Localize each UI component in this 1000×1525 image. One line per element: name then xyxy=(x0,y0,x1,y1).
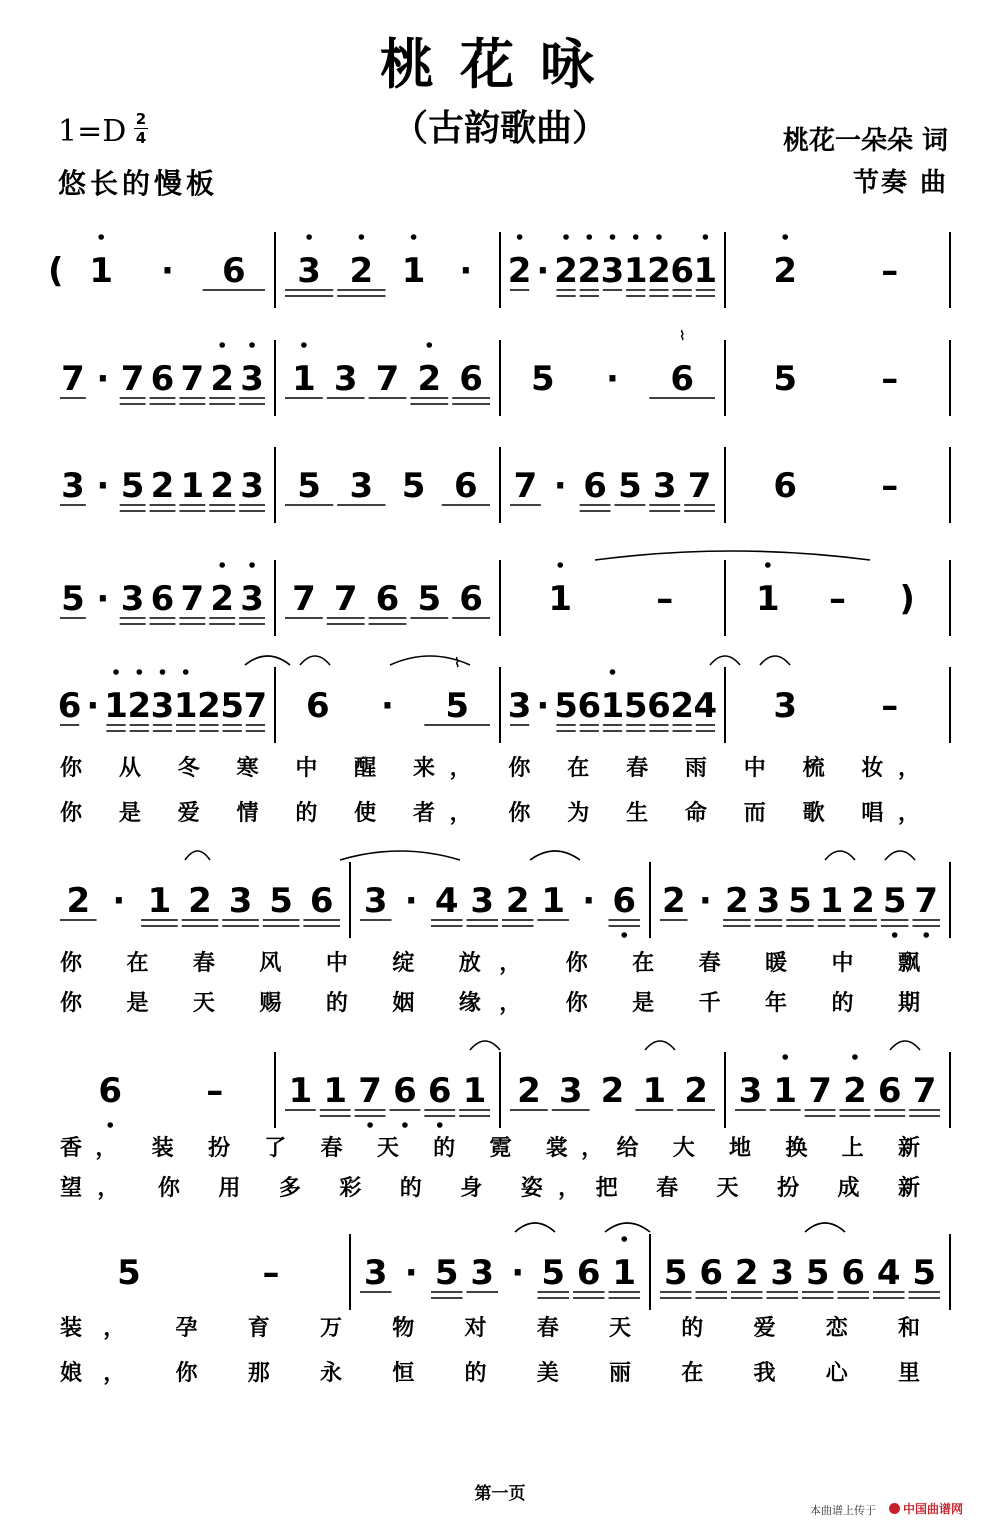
note-5: 5 xyxy=(805,1253,830,1293)
note-5: 5 xyxy=(297,466,321,506)
dash-extension: – xyxy=(881,251,899,291)
lyric-verse-2: 娘， 你 那 永 恒 的 美 丽 在 我 心 里 xyxy=(60,1361,920,1386)
note-2: 2 xyxy=(773,251,798,291)
note-1: 1 xyxy=(401,251,426,291)
high-octave-dot xyxy=(557,562,563,568)
note-1: 1 xyxy=(323,1071,348,1111)
dot-extension: · xyxy=(698,881,712,921)
high-octave-dot xyxy=(586,234,592,240)
note-6: 6 xyxy=(454,466,478,506)
note-2: 2 xyxy=(600,1071,625,1111)
slur-arc xyxy=(760,656,790,665)
high-octave-dot xyxy=(563,234,569,240)
note-3: 3 xyxy=(470,1253,495,1293)
note-5: 5 xyxy=(120,466,145,506)
lyric-verse-2: 你 是 天 赐 的 姻 缘， 你 是 千 年 的 期 xyxy=(60,991,921,1016)
note-6: 6 xyxy=(877,1071,902,1111)
note-3: 3 xyxy=(558,1071,583,1111)
lyric-verse-1: 装， 孕 育 万 物 对 春 天 的 爱 恋 和 xyxy=(60,1316,920,1341)
dash-extension: – xyxy=(881,466,899,506)
note-6: 6 xyxy=(577,686,602,726)
note-7: 7 xyxy=(808,1071,832,1111)
composer-credit: 节奏 曲 xyxy=(852,168,948,198)
high-octave-dot xyxy=(160,669,166,675)
note-2: 2 xyxy=(661,881,686,921)
slur-arc xyxy=(530,851,580,860)
lyric-verse-1: 香， 装 扮 了 春 天 的 霓 裳，给 大 地 换 上 新 xyxy=(60,1136,920,1161)
note-2: 2 xyxy=(843,1071,867,1111)
note-1: 1 xyxy=(548,579,573,619)
note-5: 5 xyxy=(401,466,426,506)
note-3: 3 xyxy=(363,881,388,921)
high-octave-dot xyxy=(359,234,365,240)
low-octave-dot xyxy=(621,932,627,938)
note-6: 6 xyxy=(612,881,637,921)
note-4: 4 xyxy=(693,686,718,726)
slur-arc xyxy=(515,1223,555,1232)
dash-extension: – xyxy=(881,359,899,399)
high-octave-dot xyxy=(249,562,255,568)
note-3: 3 xyxy=(773,686,798,726)
note-2: 2 xyxy=(851,881,875,921)
note-6: 6 xyxy=(57,686,82,726)
note-7: 7 xyxy=(180,579,205,619)
low-octave-dot xyxy=(923,932,929,938)
note-1: 1 xyxy=(180,466,205,506)
note-6: 6 xyxy=(375,579,400,619)
note-1: 1 xyxy=(642,1071,667,1111)
note-1: 1 xyxy=(292,359,316,399)
high-octave-dot xyxy=(183,669,189,675)
note-6: 6 xyxy=(670,251,695,291)
note-6: 6 xyxy=(459,359,483,399)
note-3: 3 xyxy=(738,1071,763,1111)
high-octave-dot xyxy=(633,234,639,240)
note-3: 3 xyxy=(600,251,625,291)
note-6: 6 xyxy=(699,1253,724,1293)
slur-arc xyxy=(595,551,870,560)
note-7: 7 xyxy=(120,359,145,399)
close-paren: ) xyxy=(899,579,915,619)
song-title: 桃花咏 xyxy=(380,32,620,96)
note-7: 7 xyxy=(513,466,538,506)
note-5: 5 xyxy=(61,579,85,619)
note-1: 1 xyxy=(755,579,780,619)
note-2: 2 xyxy=(725,881,749,921)
note-3: 3 xyxy=(240,359,264,399)
note-3: 3 xyxy=(240,579,264,619)
note-3: 3 xyxy=(349,466,374,506)
lyric-verse-2: 望， 你 用 多 彩 的 身 姿，把 春 天 扮 成 新 xyxy=(60,1176,921,1201)
note-3: 3 xyxy=(756,881,781,921)
note-5: 5 xyxy=(220,686,245,726)
high-octave-dot xyxy=(301,342,307,348)
slur-arc xyxy=(710,656,740,665)
dot-extension: · xyxy=(86,686,100,726)
note-1: 1 xyxy=(462,1071,487,1111)
low-octave-dot xyxy=(107,1122,113,1128)
dot-extension: · xyxy=(96,359,110,399)
dash-extension: – xyxy=(656,579,674,619)
lyricist-credit: 桃花一朵朵 词 xyxy=(782,126,948,156)
note-3: 3 xyxy=(770,1253,795,1293)
dot-extension: · xyxy=(96,466,110,506)
slur-arc xyxy=(885,851,915,860)
time-signature-bottom: 4 xyxy=(135,129,147,147)
high-octave-dot xyxy=(249,342,255,348)
note-5: 5 xyxy=(269,881,293,921)
note-3: 3 xyxy=(297,251,321,291)
dot-extension: · xyxy=(536,686,550,726)
note-2: 2 xyxy=(417,359,442,399)
note-6: 6 xyxy=(670,359,695,399)
note-6: 6 xyxy=(221,251,246,291)
high-octave-dot xyxy=(610,234,616,240)
note-6: 6 xyxy=(150,579,175,619)
low-octave-dot xyxy=(892,932,898,938)
note-2: 2 xyxy=(507,251,532,291)
slur-arc xyxy=(805,1223,845,1232)
note-7: 7 xyxy=(687,466,712,506)
dot-extension: · xyxy=(459,251,473,291)
time-signature-top: 2 xyxy=(135,110,147,128)
note-2: 2 xyxy=(647,251,671,291)
note-2: 2 xyxy=(577,251,602,291)
low-octave-dot xyxy=(367,1122,373,1128)
lyric-verse-1: 你 在 春 风 中 绽 放， 你 在 春 暖 中 飘 xyxy=(60,951,921,976)
slur-arc xyxy=(300,656,330,665)
note-3: 3 xyxy=(507,686,532,726)
note-7: 7 xyxy=(292,579,316,619)
high-octave-dot xyxy=(517,234,523,240)
note-2: 2 xyxy=(734,1253,759,1293)
high-octave-dot xyxy=(136,669,142,675)
note-1: 1 xyxy=(89,251,114,291)
note-5: 5 xyxy=(663,1253,688,1293)
dash-extension: – xyxy=(881,686,899,726)
note-1: 1 xyxy=(173,686,198,726)
note-2: 2 xyxy=(66,881,91,921)
high-octave-dot xyxy=(306,234,312,240)
high-octave-dot xyxy=(113,669,119,675)
dash-extension: – xyxy=(206,1071,224,1111)
slur-arc xyxy=(245,656,290,665)
low-octave-dot xyxy=(402,1122,408,1128)
note-3: 3 xyxy=(333,359,358,399)
dot-extension: · xyxy=(582,881,596,921)
open-paren: ( xyxy=(48,251,64,291)
note-3: 3 xyxy=(470,881,495,921)
note-6: 6 xyxy=(841,1253,866,1293)
note-7: 7 xyxy=(912,1071,937,1111)
note-3: 3 xyxy=(652,466,677,506)
note-6: 6 xyxy=(427,1071,452,1111)
mordent-mark: ⌇ xyxy=(453,656,461,671)
note-5: 5 xyxy=(117,1253,141,1293)
tempo-marking: 悠长的慢板 xyxy=(58,167,219,200)
dash-extension: – xyxy=(262,1253,280,1293)
note-1: 1 xyxy=(288,1071,313,1111)
note-2: 2 xyxy=(188,881,212,921)
note-2: 2 xyxy=(349,251,374,291)
site-logo-text: 中国曲谱网 xyxy=(903,1502,964,1516)
note-2: 2 xyxy=(684,1071,708,1111)
slur-arc xyxy=(470,1041,500,1050)
dot-extension: · xyxy=(404,1253,418,1293)
mordent-mark: ⌇ xyxy=(678,329,686,344)
lyric-verse-1: 你 从 冬 寒 中 醒 来， 你 在 春 雨 中 梳 妆， xyxy=(60,756,921,781)
note-7: 7 xyxy=(375,359,400,399)
note-1: 1 xyxy=(623,251,648,291)
note-5: 5 xyxy=(788,881,812,921)
high-octave-dot xyxy=(411,234,417,240)
note-6: 6 xyxy=(647,686,671,726)
high-octave-dot xyxy=(219,562,225,568)
high-octave-dot xyxy=(765,562,771,568)
logo-icon xyxy=(889,1503,900,1514)
note-1: 1 xyxy=(693,251,718,291)
note-5: 5 xyxy=(445,686,470,726)
note-1: 1 xyxy=(819,881,844,921)
low-octave-dot xyxy=(437,1122,443,1128)
note-5: 5 xyxy=(912,1253,937,1293)
note-3: 3 xyxy=(363,1253,388,1293)
note-2: 2 xyxy=(505,881,530,921)
note-5: 5 xyxy=(434,1253,459,1293)
dot-extension: · xyxy=(511,1253,525,1293)
note-3: 3 xyxy=(61,466,85,506)
note-2: 2 xyxy=(517,1071,541,1111)
note-5: 5 xyxy=(541,1253,566,1293)
lyric-verse-2: 你 是 爱 情 的 使 者， 你 为 生 命 而 歌 唱， xyxy=(60,801,921,826)
dash-extension: – xyxy=(829,579,846,619)
note-5: 5 xyxy=(882,881,907,921)
high-octave-dot xyxy=(703,234,709,240)
dot-extension: · xyxy=(404,881,418,921)
note-2: 2 xyxy=(554,251,578,291)
slur-arc xyxy=(605,1223,650,1232)
note-5: 5 xyxy=(417,579,442,619)
note-2: 2 xyxy=(197,686,221,726)
dot-extension: · xyxy=(553,466,567,506)
slur-arc xyxy=(890,1041,920,1050)
note-1: 1 xyxy=(541,881,566,921)
high-octave-dot xyxy=(219,342,225,348)
note-1: 1 xyxy=(612,1253,637,1293)
high-octave-dot xyxy=(610,669,616,675)
note-7: 7 xyxy=(333,579,358,619)
high-octave-dot xyxy=(852,1054,858,1060)
note-2: 2 xyxy=(670,686,695,726)
high-octave-dot xyxy=(782,1054,788,1060)
note-1: 1 xyxy=(104,686,128,726)
note-2: 2 xyxy=(210,579,235,619)
note-1: 1 xyxy=(600,686,625,726)
note-6: 6 xyxy=(150,359,175,399)
page-number: 第一页 xyxy=(474,1484,526,1504)
high-octave-dot xyxy=(782,234,788,240)
slur-arc xyxy=(185,851,210,860)
dot-extension: · xyxy=(536,251,550,291)
key-signature: 1=D xyxy=(58,114,127,149)
note-5: 5 xyxy=(530,359,555,399)
upload-note: 本曲谱上传于 xyxy=(810,1504,876,1517)
high-octave-dot xyxy=(98,234,104,240)
note-3: 3 xyxy=(240,466,264,506)
slur-arc xyxy=(340,851,460,860)
note-4: 4 xyxy=(876,1253,901,1293)
note-2: 2 xyxy=(150,466,175,506)
high-octave-dot xyxy=(656,234,662,240)
slur-arc xyxy=(645,1041,675,1050)
note-6: 6 xyxy=(98,1071,123,1111)
dot-extension: · xyxy=(381,686,394,726)
note-7: 7 xyxy=(914,881,939,921)
note-3: 3 xyxy=(228,881,253,921)
note-1: 1 xyxy=(773,1071,798,1111)
site-logo xyxy=(889,1500,963,1517)
note-7: 7 xyxy=(358,1071,382,1111)
note-4: 4 xyxy=(434,881,459,921)
high-octave-dot xyxy=(621,1236,627,1242)
note-7: 7 xyxy=(180,359,205,399)
note-7: 7 xyxy=(61,359,85,399)
dot-extension: · xyxy=(112,881,126,921)
note-5: 5 xyxy=(773,359,798,399)
note-1: 1 xyxy=(147,881,172,921)
high-octave-dot xyxy=(427,342,433,348)
note-2: 2 xyxy=(210,359,235,399)
note-6: 6 xyxy=(393,1071,417,1111)
note-6: 6 xyxy=(583,466,607,506)
note-5: 5 xyxy=(618,466,642,506)
slur-arc xyxy=(825,851,855,860)
note-3: 3 xyxy=(120,579,145,619)
dot-extension: · xyxy=(606,359,619,399)
note-5: 5 xyxy=(623,686,648,726)
note-3: 3 xyxy=(150,686,175,726)
dot-extension: · xyxy=(96,579,110,619)
note-6: 6 xyxy=(773,466,798,506)
note-6: 6 xyxy=(305,686,330,726)
song-subtitle: （古韵歌曲） xyxy=(391,107,608,149)
note-6: 6 xyxy=(309,881,334,921)
note-6: 6 xyxy=(576,1253,601,1293)
note-2: 2 xyxy=(127,686,152,726)
note-7: 7 xyxy=(243,686,268,726)
dot-extension: · xyxy=(161,251,174,291)
note-5: 5 xyxy=(554,686,578,726)
note-2: 2 xyxy=(210,466,235,506)
note-6: 6 xyxy=(459,579,483,619)
